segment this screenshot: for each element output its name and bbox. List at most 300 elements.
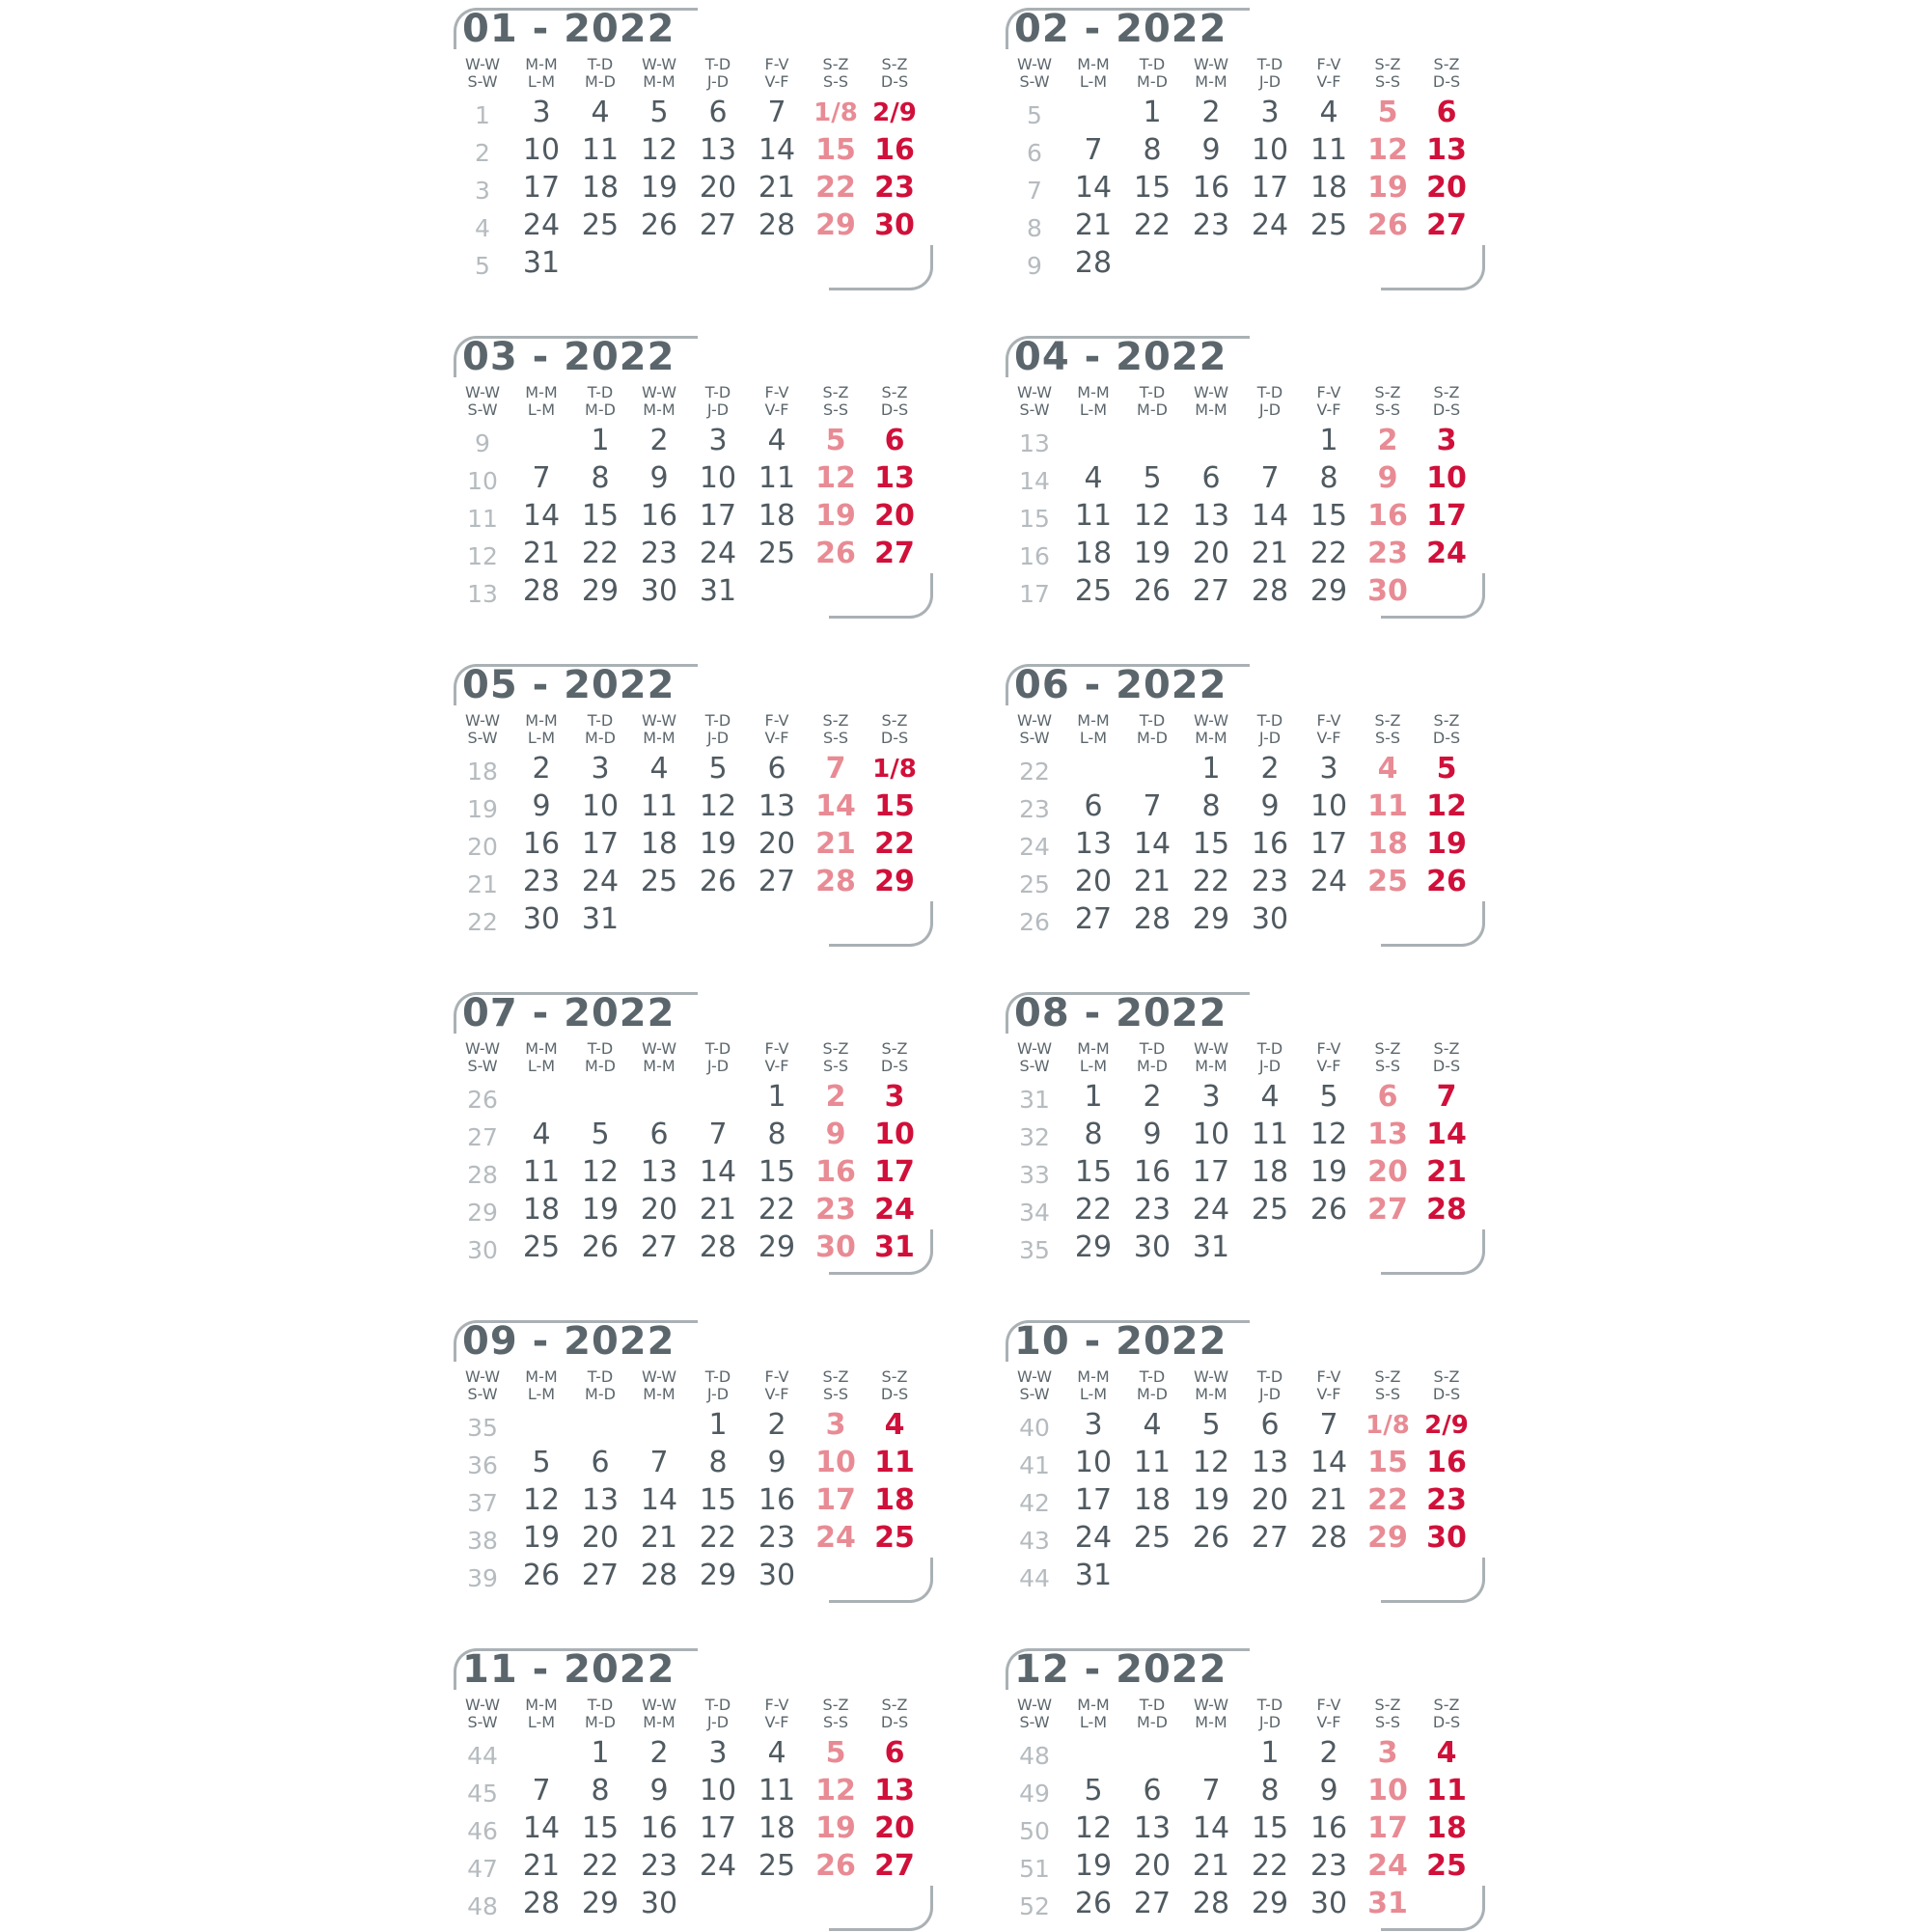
- weekday-header-bottom: J-D: [706, 1385, 730, 1403]
- day-cell: 18: [640, 827, 678, 861]
- day-cell: 31: [699, 574, 737, 608]
- day-cell: 29: [1074, 1230, 1113, 1264]
- day-cell: 9: [1377, 461, 1398, 495]
- day-cell: 13: [1367, 1118, 1408, 1151]
- weekday-header-top: W-W: [1193, 711, 1229, 730]
- weekday-header-top: S-Z: [881, 1367, 908, 1386]
- day-cell: 17: [581, 827, 620, 861]
- weekday-header-top: W-W: [464, 55, 501, 73]
- day-cell: 12: [1310, 1118, 1348, 1151]
- weekday-header-top: T-D: [704, 1039, 731, 1058]
- weekday-header-bottom: M-M: [1195, 400, 1227, 419]
- weekday-header-top: W-W: [641, 55, 677, 73]
- day-cell: 23: [1426, 1483, 1467, 1517]
- day-cell: 26: [1367, 208, 1408, 242]
- week-number: 26: [1019, 908, 1050, 936]
- day-cell: 1: [591, 1736, 610, 1770]
- weekday-header-top: W-W: [464, 1696, 501, 1714]
- day-cell: 14: [1426, 1118, 1467, 1151]
- day-cell: 9: [767, 1446, 786, 1479]
- day-cell: 20: [699, 171, 737, 205]
- day-cell: 18: [1426, 1811, 1467, 1845]
- weekday-header-bottom: S-S: [1374, 1713, 1401, 1731]
- day-cell: 27: [1133, 1887, 1172, 1920]
- day-cell: 4: [1436, 1736, 1457, 1770]
- day-cell: 8: [1260, 1774, 1280, 1808]
- day-cell: 2: [649, 424, 669, 457]
- weekday-header-top: T-D: [1139, 383, 1166, 401]
- day-cell: 22: [1367, 1483, 1408, 1517]
- day-cell: 28: [699, 1230, 737, 1264]
- weekday-header-bottom: D-S: [880, 72, 909, 91]
- week-number: 36: [467, 1451, 498, 1479]
- weekday-header: [1359, 56, 1417, 91]
- weekday-header-top: S-Z: [1433, 1696, 1460, 1714]
- weekday-header-bottom: D-S: [880, 729, 909, 747]
- weekday-header: [1241, 1040, 1299, 1075]
- weekday-header-top: M-M: [1077, 1367, 1110, 1386]
- day-cell: 26: [640, 208, 678, 242]
- weekday-header: [1123, 56, 1181, 91]
- day-cell: 27: [581, 1559, 620, 1592]
- weekday-header-top: M-M: [1077, 711, 1110, 730]
- weekday-header-top: S-Z: [822, 1367, 849, 1386]
- weekday-header: [689, 384, 747, 419]
- week-number: 35: [1019, 1236, 1050, 1264]
- day-cell: 1: [1201, 752, 1221, 786]
- day-cell: 26: [522, 1559, 561, 1592]
- day-cell: 18: [758, 1811, 796, 1845]
- day-cell: 18: [1133, 1483, 1172, 1517]
- day-cell: 6: [884, 1736, 905, 1770]
- day-cell: 23: [640, 1849, 678, 1883]
- weekday-header: [630, 384, 688, 419]
- weekday-header-top: M-M: [525, 1367, 558, 1386]
- weekday-header: [1123, 712, 1181, 747]
- week-number: 50: [1019, 1817, 1050, 1845]
- day-cell: 15: [1074, 1155, 1113, 1189]
- weekday-header: [689, 1368, 747, 1403]
- day-cell: 5: [1377, 96, 1398, 129]
- day-cell: 27: [1426, 208, 1467, 242]
- weekday-header-top: T-D: [587, 55, 614, 73]
- weekday-header-top: F-V: [764, 1039, 789, 1058]
- weekday-header-bottom: L-M: [527, 729, 556, 747]
- day-cell: 11: [1074, 499, 1113, 533]
- weekday-header-bottom: V-F: [1316, 1057, 1341, 1075]
- weekday-header-top: T-D: [587, 1367, 614, 1386]
- weekday-header: [807, 712, 865, 747]
- day-cell: 19: [1192, 1483, 1230, 1517]
- day-cell: 17: [1251, 171, 1289, 205]
- weekday-header-bottom: J-D: [1258, 72, 1282, 91]
- weekday-header: [1359, 712, 1417, 747]
- weekday-header-top: W-W: [1193, 1696, 1229, 1714]
- weekday-header: [1064, 384, 1122, 419]
- day-cell: 24: [1192, 1193, 1230, 1227]
- day-cell: 25: [1074, 574, 1113, 608]
- week-number: 26: [467, 1086, 498, 1114]
- weekday-header-bottom: S-W: [1019, 729, 1050, 747]
- week-number: 37: [467, 1489, 498, 1517]
- day-cell: 7: [708, 1118, 728, 1151]
- week-number: 22: [467, 908, 498, 936]
- day-cell: 15: [581, 1811, 620, 1845]
- frame-corner-bottom: [829, 1558, 933, 1603]
- weekday-header-bottom: S-W: [1019, 1385, 1050, 1403]
- weekday-header: [1182, 1697, 1240, 1731]
- day-cell: 9: [532, 789, 551, 823]
- day-cell: 15: [581, 499, 620, 533]
- day-cell: 27: [874, 537, 915, 570]
- weekday-header: [1006, 712, 1063, 747]
- weekday-header: [630, 1697, 688, 1731]
- weekday-header: [1006, 56, 1063, 91]
- weekday-header: [866, 1040, 924, 1075]
- weekday-header-top: S-Z: [1374, 55, 1401, 73]
- day-cell: 16: [522, 827, 561, 861]
- day-cell: 15: [1133, 171, 1172, 205]
- weekday-header-bottom: V-F: [1316, 1385, 1341, 1403]
- weekday-header-top: M-M: [1077, 383, 1110, 401]
- day-cell: 11: [1367, 789, 1408, 823]
- week-number: 17: [1019, 580, 1050, 608]
- weekday-header: [1182, 384, 1240, 419]
- day-cell: 22: [758, 1193, 796, 1227]
- day-cell: 21: [699, 1193, 737, 1227]
- weekday-header: [1006, 384, 1063, 419]
- week-number: 31: [1019, 1086, 1050, 1114]
- day-cell: 12: [1426, 789, 1467, 823]
- weekday-header: [807, 1697, 865, 1731]
- day-cell: 19: [815, 1811, 856, 1845]
- week-number: 7: [1027, 177, 1042, 205]
- weekday-header-top: T-D: [1139, 1039, 1166, 1058]
- day-cell: 14: [1251, 499, 1289, 533]
- weekday-header-bottom: J-D: [706, 729, 730, 747]
- weekday-header-bottom: L-M: [1079, 1057, 1108, 1075]
- day-cell: 14: [1074, 171, 1113, 205]
- day-cell: 30: [1251, 902, 1289, 936]
- weekday-header: [1418, 712, 1475, 747]
- day-cell: 8: [1319, 461, 1338, 495]
- day-cell: 1: [1143, 96, 1162, 129]
- week-number: 32: [1019, 1123, 1050, 1151]
- week-number: 1: [475, 101, 490, 129]
- weekday-header-top: W-W: [1016, 383, 1053, 401]
- week-number: 22: [1019, 758, 1050, 786]
- day-cell: 12: [581, 1155, 620, 1189]
- day-cell: 3: [1201, 1080, 1221, 1114]
- day-cell: 4: [884, 1408, 905, 1442]
- day-cell: 3: [1377, 1736, 1398, 1770]
- weekday-header: [454, 712, 511, 747]
- day-cell: 24: [522, 208, 561, 242]
- weekday-header-top: T-D: [1256, 383, 1283, 401]
- weekday-header-bottom: L-M: [527, 400, 556, 419]
- day-cell: 2: [767, 1408, 786, 1442]
- month-title: 06 - 2022: [1014, 663, 1227, 707]
- day-cell: 11: [640, 789, 678, 823]
- weekday-header-bottom: D-S: [1432, 72, 1461, 91]
- weekday-header-bottom: L-M: [527, 1385, 556, 1403]
- day-cell: 2/9: [1424, 1411, 1469, 1440]
- weekday-header: [1418, 56, 1475, 91]
- weekday-header: [807, 1040, 865, 1075]
- week-number: 30: [467, 1236, 498, 1264]
- day-cell: 7: [532, 1774, 551, 1808]
- weekday-header-bottom: J-D: [1258, 1057, 1282, 1075]
- weekday-header-bottom: M-D: [585, 72, 616, 91]
- day-cell: 3: [532, 96, 551, 129]
- weekday-header: [807, 384, 865, 419]
- weekday-header-top: S-Z: [822, 711, 849, 730]
- weekday-header-top: W-W: [1016, 55, 1053, 73]
- day-cell: 4: [767, 424, 786, 457]
- day-cell: 24: [815, 1521, 856, 1555]
- day-cell: 26: [1074, 1887, 1113, 1920]
- day-cell: 19: [815, 499, 856, 533]
- day-cell: 24: [699, 1849, 737, 1883]
- day-cell: 25: [522, 1230, 561, 1264]
- weekday-header-top: F-V: [1316, 55, 1341, 73]
- day-cell: 13: [1133, 1811, 1172, 1845]
- weekday-header-top: S-Z: [822, 55, 849, 73]
- day-cell: 25: [581, 208, 620, 242]
- day-cell: 11: [758, 1774, 796, 1808]
- weekday-header: [1123, 384, 1181, 419]
- day-cell: 25: [1310, 208, 1348, 242]
- weekday-header: [512, 712, 570, 747]
- day-cell: 18: [581, 171, 620, 205]
- weekday-header-top: W-W: [464, 1039, 501, 1058]
- day-cell: 10: [581, 789, 620, 823]
- day-cell: 18: [874, 1483, 915, 1517]
- weekday-header-top: T-D: [704, 1696, 731, 1714]
- day-cell: 5: [825, 424, 846, 457]
- day-cell: 31: [581, 902, 620, 936]
- day-cell: 16: [758, 1483, 796, 1517]
- weekday-header-top: S-Z: [1433, 55, 1460, 73]
- day-cell: 27: [1192, 574, 1230, 608]
- weekday-header-bottom: S-W: [467, 1713, 498, 1731]
- weekday-header-top: M-M: [525, 1696, 558, 1714]
- day-cell: 26: [581, 1230, 620, 1264]
- week-number: 10: [467, 467, 498, 495]
- day-cell: 9: [1143, 1118, 1162, 1151]
- week-number: 25: [1019, 870, 1050, 898]
- weekday-header-top: T-D: [704, 55, 731, 73]
- day-cell: 11: [522, 1155, 561, 1189]
- day-cell: 10: [1074, 1446, 1113, 1479]
- day-cell: 23: [1310, 1849, 1348, 1883]
- weekday-header: [1241, 56, 1299, 91]
- weekday-header-top: S-Z: [881, 711, 908, 730]
- day-cell: 9: [1260, 789, 1280, 823]
- day-cell: 15: [1367, 1446, 1408, 1479]
- day-cell: 10: [1367, 1774, 1408, 1808]
- weekday-header-top: T-D: [587, 1696, 614, 1714]
- day-cell: 17: [1310, 827, 1348, 861]
- weekday-header-top: S-Z: [1374, 711, 1401, 730]
- week-number: 48: [467, 1892, 498, 1920]
- day-cell: 3: [708, 424, 728, 457]
- weekday-header-bottom: V-F: [1316, 72, 1341, 91]
- day-cell: 14: [1310, 1446, 1348, 1479]
- day-cell: 13: [1426, 133, 1467, 167]
- day-cell: 26: [815, 1849, 856, 1883]
- week-number: 24: [1019, 833, 1050, 861]
- weekday-header: [1300, 56, 1358, 91]
- weekday-header-bottom: J-D: [1258, 1385, 1282, 1403]
- weekday-header: [748, 1368, 806, 1403]
- weekday-header-top: M-M: [525, 711, 558, 730]
- day-cell: 6: [1260, 1408, 1280, 1442]
- day-cell: 11: [1426, 1774, 1467, 1808]
- weekday-header-bottom: V-F: [1316, 400, 1341, 419]
- weekday-header-bottom: L-M: [1079, 729, 1108, 747]
- day-cell: 3: [1436, 424, 1457, 457]
- day-cell: 6: [649, 1118, 669, 1151]
- day-cell: 11: [1251, 1118, 1289, 1151]
- day-cell: 19: [581, 1193, 620, 1227]
- day-cell: 10: [1192, 1118, 1230, 1151]
- day-cell: 16: [1426, 1446, 1467, 1479]
- weekday-header-bottom: L-M: [1079, 1713, 1108, 1731]
- day-cell: 25: [1426, 1849, 1467, 1883]
- day-cell: 15: [815, 133, 856, 167]
- weekday-header-top: S-Z: [822, 383, 849, 401]
- weekday-header: [748, 384, 806, 419]
- frame-corner-bottom: [1381, 1558, 1485, 1603]
- day-cell: 2: [649, 1736, 669, 1770]
- weekday-header: [571, 384, 629, 419]
- week-number: 6: [1027, 139, 1042, 167]
- weekday-header-top: F-V: [764, 383, 789, 401]
- weekday-header: [1241, 712, 1299, 747]
- day-cell: 21: [1133, 865, 1172, 898]
- day-cell: 25: [758, 1849, 796, 1883]
- day-cell: 29: [1192, 902, 1230, 936]
- day-cell: 29: [1251, 1887, 1289, 1920]
- weekday-header: [1418, 1040, 1475, 1075]
- day-cell: 11: [874, 1446, 915, 1479]
- day-cell: 20: [1367, 1155, 1408, 1189]
- day-cell: 14: [815, 789, 856, 823]
- day-cell: 25: [758, 537, 796, 570]
- day-cell: 20: [874, 499, 915, 533]
- week-number: 14: [1019, 467, 1050, 495]
- day-cell: 15: [758, 1155, 796, 1189]
- day-cell: 5: [1143, 461, 1162, 495]
- day-cell: 27: [1074, 902, 1113, 936]
- week-number: 52: [1019, 1892, 1050, 1920]
- weekday-header: [1182, 712, 1240, 747]
- day-cell: 14: [1133, 827, 1172, 861]
- day-cell: 26: [1192, 1521, 1230, 1555]
- day-cell: 29: [874, 865, 915, 898]
- weekday-header-top: F-V: [764, 1696, 789, 1714]
- weekday-header-top: S-Z: [822, 1696, 849, 1714]
- weekday-header-top: F-V: [1316, 1696, 1341, 1714]
- week-number: 51: [1019, 1855, 1050, 1883]
- day-cell: 11: [1310, 133, 1348, 167]
- weekday-header-bottom: V-F: [764, 1057, 789, 1075]
- day-cell: 15: [699, 1483, 737, 1517]
- weekday-header-top: T-D: [1256, 55, 1283, 73]
- week-number: 23: [1019, 795, 1050, 823]
- day-cell: 7: [767, 96, 786, 129]
- weekday-header-top: W-W: [1016, 1039, 1053, 1058]
- day-cell: 20: [581, 1521, 620, 1555]
- weekday-header-bottom: V-F: [764, 72, 789, 91]
- day-cell: 7: [825, 752, 846, 786]
- weekday-header: [1359, 384, 1417, 419]
- weekday-header-bottom: J-D: [706, 1057, 730, 1075]
- day-cell: 19: [1133, 537, 1172, 570]
- day-cell: 28: [1426, 1193, 1467, 1227]
- day-cell: 31: [1367, 1887, 1408, 1920]
- day-cell: 22: [1251, 1849, 1289, 1883]
- day-cell: 28: [522, 574, 561, 608]
- day-cell: 16: [815, 1155, 856, 1189]
- weekday-header-top: F-V: [1316, 1367, 1341, 1386]
- weekday-header-top: W-W: [1193, 1367, 1229, 1386]
- weekday-header-bottom: V-F: [764, 1385, 789, 1403]
- day-cell: 17: [1426, 499, 1467, 533]
- weekday-header-top: W-W: [1016, 711, 1053, 730]
- month-title: 07 - 2022: [462, 991, 676, 1035]
- week-number: 5: [475, 252, 490, 280]
- day-cell: 27: [1367, 1193, 1408, 1227]
- day-cell: 23: [1192, 208, 1230, 242]
- day-cell: 11: [758, 461, 796, 495]
- day-cell: 8: [1143, 133, 1162, 167]
- week-number: 3: [475, 177, 490, 205]
- weekday-header-top: T-D: [587, 383, 614, 401]
- day-cell: 22: [1310, 537, 1348, 570]
- weekday-header-top: W-W: [1016, 1696, 1053, 1714]
- day-cell: 21: [1192, 1849, 1230, 1883]
- day-cell: 11: [581, 133, 620, 167]
- day-cell: 20: [1426, 171, 1467, 205]
- day-cell: 27: [1251, 1521, 1289, 1555]
- day-cell: 18: [1251, 1155, 1289, 1189]
- day-cell: 17: [1367, 1811, 1408, 1845]
- day-cell: 12: [1367, 133, 1408, 167]
- weekday-header-bottom: M-D: [1137, 729, 1168, 747]
- day-cell: 16: [1367, 499, 1408, 533]
- day-cell: 19: [1426, 827, 1467, 861]
- day-cell: 13: [1192, 499, 1230, 533]
- day-cell: 29: [758, 1230, 796, 1264]
- weekday-header-bottom: J-D: [1258, 729, 1282, 747]
- day-cell: 3: [825, 1408, 846, 1442]
- day-cell: 5: [1319, 1080, 1338, 1114]
- day-cell: 2: [532, 752, 551, 786]
- day-cell: 7: [1143, 789, 1162, 823]
- day-cell: 8: [591, 461, 610, 495]
- weekday-header-bottom: S-S: [822, 729, 849, 747]
- frame-corner-bottom: [1381, 1229, 1485, 1275]
- day-cell: 10: [1310, 789, 1348, 823]
- weekday-header-top: T-D: [1139, 55, 1166, 73]
- weekday-header-bottom: J-D: [706, 72, 730, 91]
- day-cell: 4: [591, 96, 610, 129]
- weekday-header: [571, 1697, 629, 1731]
- weekday-header-bottom: M-D: [585, 400, 616, 419]
- day-cell: 20: [640, 1193, 678, 1227]
